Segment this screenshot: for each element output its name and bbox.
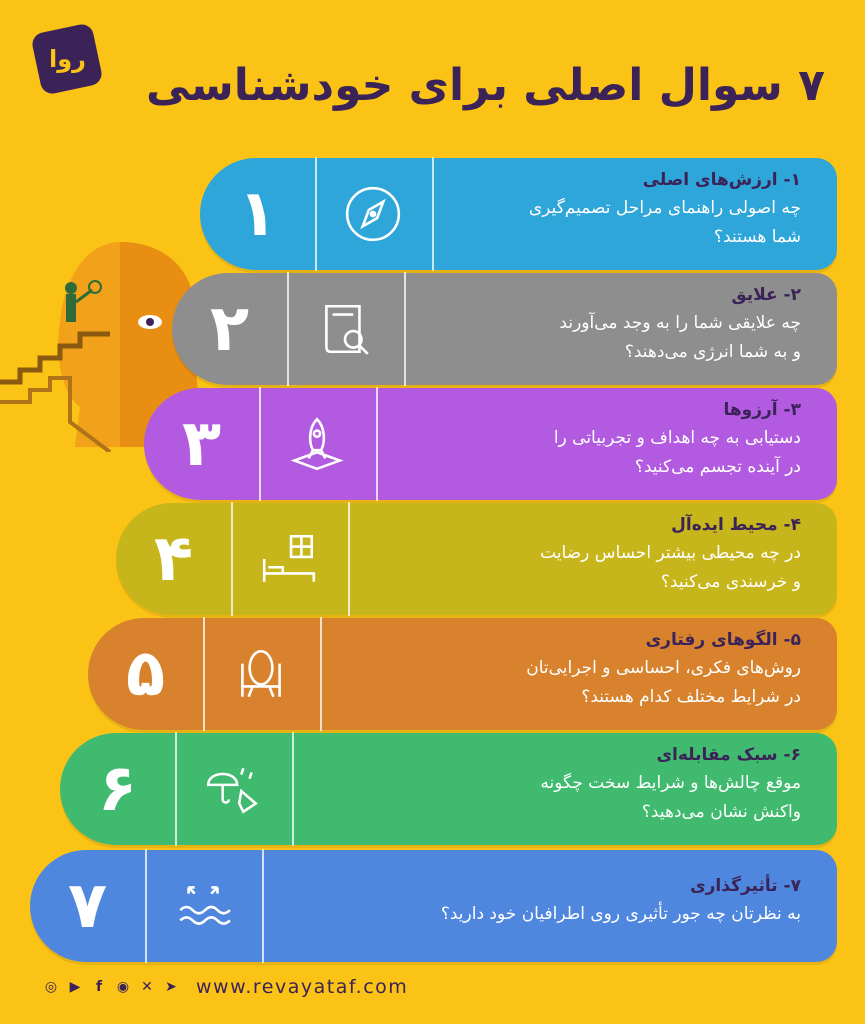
page-title: ۷ سوال اصلی برای خودشناسی bbox=[145, 60, 825, 111]
question-line-1: موقع چالش‌ها و شرایط سخت چگونه bbox=[540, 773, 801, 793]
question-line-2: در شرایط مختلف کدام هستند؟ bbox=[581, 687, 801, 707]
question-line-2: واکنش نشان می‌دهید؟ bbox=[641, 802, 801, 822]
question-heading: ۳- آرزوها bbox=[723, 400, 801, 420]
question-number: ۶ bbox=[97, 752, 138, 826]
umbrella-rain-icon bbox=[175, 733, 290, 845]
question-row-1 bbox=[200, 158, 837, 270]
question-row-6 bbox=[60, 733, 837, 845]
mirror-icon bbox=[203, 618, 318, 730]
question-line-2: شما هستند؟ bbox=[714, 227, 801, 247]
question-heading: ۷- تأثیرگذاری bbox=[690, 876, 801, 896]
question-heading: ۶- سبک مقابله‌ای bbox=[656, 745, 801, 765]
question-line-1: چه اصولی راهنمای مراحل تصمیم‌گیری bbox=[528, 198, 801, 218]
facebook-icon[interactable]: f bbox=[95, 979, 103, 995]
question-row-3 bbox=[144, 388, 837, 500]
question-number: ۷ bbox=[67, 869, 108, 943]
question-text bbox=[310, 745, 801, 827]
book-search-icon bbox=[287, 273, 402, 385]
dribbble-icon[interactable]: ◎ bbox=[44, 979, 58, 995]
question-line-1: به نظرتان چه جور تأثیری روی اطرافیان خود دارید؟ bbox=[440, 904, 801, 924]
question-heading: ۴- محیط ایده‌آل bbox=[671, 515, 801, 535]
question-line-2: و به شما انرژی می‌دهند؟ bbox=[624, 342, 801, 362]
question-number: ۱ bbox=[237, 177, 278, 251]
question-text bbox=[366, 515, 801, 597]
instagram-icon[interactable]: ◉ bbox=[116, 979, 130, 995]
question-line-2: و خرسندی می‌کنید؟ bbox=[660, 572, 801, 592]
brand-logo-text: روا bbox=[48, 45, 86, 73]
question-number: ۳ bbox=[181, 407, 222, 481]
question-row-5 bbox=[88, 618, 837, 730]
question-text bbox=[280, 876, 801, 929]
footer bbox=[42, 976, 408, 998]
youtube-icon[interactable]: ▶ bbox=[69, 979, 81, 995]
question-number: ۵ bbox=[125, 637, 166, 711]
bedroom-icon bbox=[231, 503, 346, 615]
question-text bbox=[450, 170, 801, 252]
question-heading: ۲- علایق bbox=[731, 285, 801, 305]
question-row-4 bbox=[116, 503, 837, 615]
question-row-7 bbox=[30, 850, 837, 962]
question-text bbox=[338, 630, 801, 712]
question-number: ۲ bbox=[209, 292, 250, 366]
question-line-2: در آینده تجسم می‌کنید؟ bbox=[634, 457, 801, 477]
website-link[interactable]: www.revayataf.com bbox=[196, 976, 409, 998]
rocket-icon bbox=[259, 388, 374, 500]
question-line-1: دستیابی به چه اهداف و تجربیاتی را bbox=[553, 428, 801, 448]
compass-icon bbox=[315, 158, 430, 270]
question-line-1: چه علایقی شما را به وجد می‌آورند bbox=[559, 313, 801, 333]
ripple-icon bbox=[145, 850, 260, 962]
question-text bbox=[422, 285, 801, 367]
question-text bbox=[394, 400, 801, 482]
question-heading: ۱- ارزش‌های اصلی bbox=[642, 170, 801, 190]
question-number: ۴ bbox=[153, 522, 194, 596]
telegram-icon[interactable]: ➤ bbox=[165, 979, 177, 995]
question-heading: ۵- الگوهای رفتاری bbox=[645, 630, 801, 650]
x-icon[interactable]: ✕ bbox=[141, 979, 153, 995]
question-row-2 bbox=[172, 273, 837, 385]
question-line-1: روش‌های فکری، احساسی و اجرایی‌تان bbox=[526, 658, 801, 678]
question-line-1: در چه محیطی بیشتر احساس رضایت bbox=[540, 543, 801, 563]
